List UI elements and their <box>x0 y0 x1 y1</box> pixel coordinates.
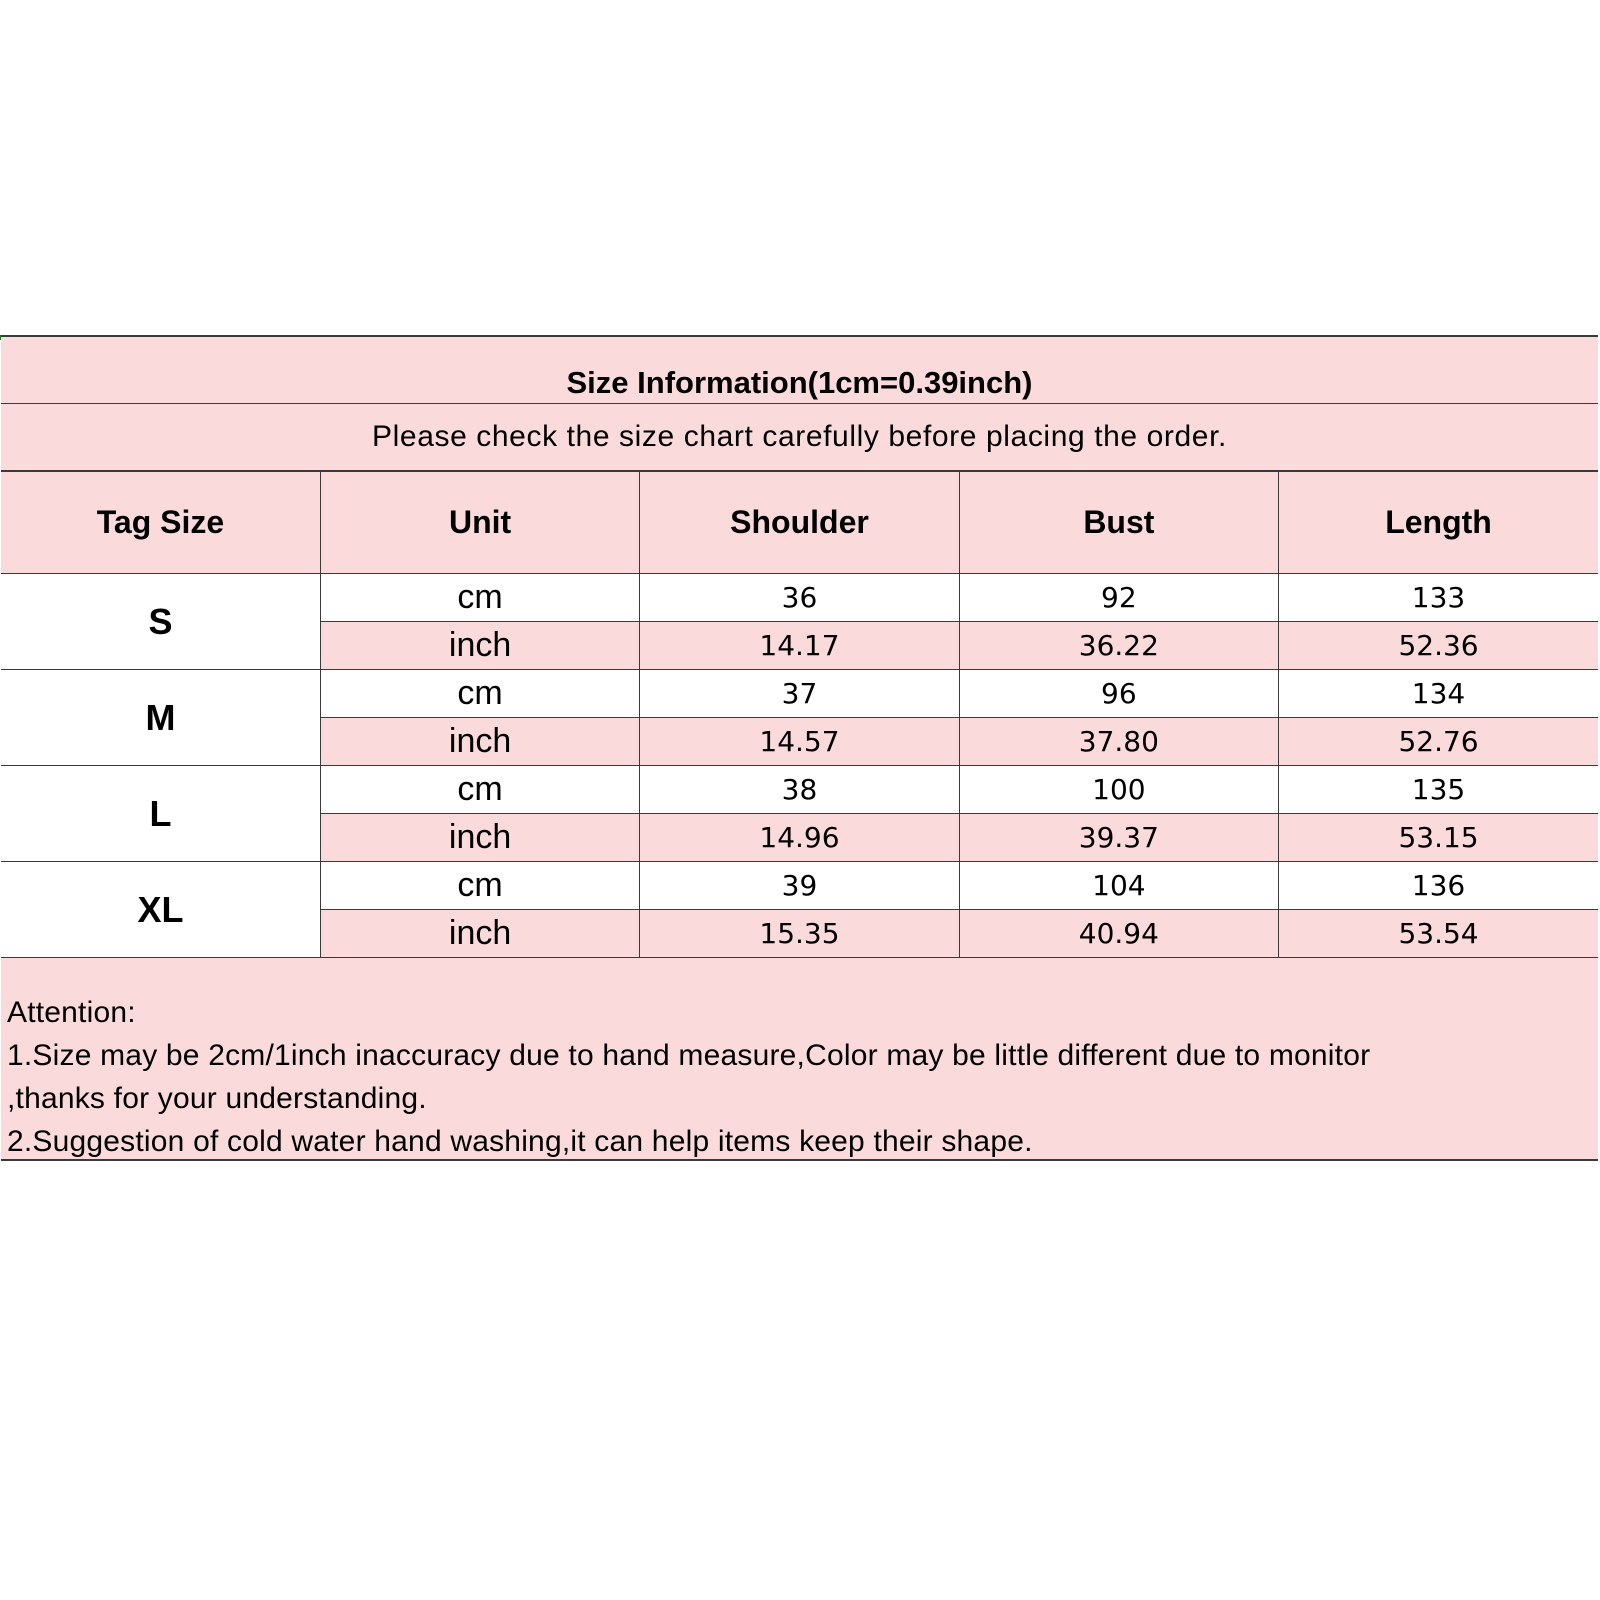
unit-cell: inch <box>320 814 639 862</box>
table-row <box>1 862 1598 910</box>
tag-size-cell: S <box>1 574 320 670</box>
bust-cell: 39.37 <box>959 814 1278 862</box>
bust-cell: 100 <box>959 766 1278 814</box>
size-chart <box>1 335 1598 1161</box>
bust-cell: 104 <box>959 862 1278 910</box>
attention-notes <box>7 991 1587 1163</box>
length-cell: 136 <box>1279 862 1598 910</box>
attention-line: ,thanks for your understanding. <box>7 1082 427 1115</box>
length-cell: 52.36 <box>1279 622 1598 670</box>
title-row <box>1 337 1598 404</box>
unit-cell: cm <box>320 574 639 622</box>
unit-cell: inch <box>320 910 639 958</box>
unit-cell: cm <box>320 670 639 718</box>
bust-cell: 36.22 <box>959 622 1278 670</box>
attention-heading: Attention: <box>7 996 136 1029</box>
chart-title: Size Information(1cm=0.39inch) <box>566 365 1033 400</box>
unit-cell: inch <box>320 622 639 670</box>
size-table <box>1 471 1598 958</box>
header-length: Length <box>1279 472 1598 574</box>
bust-cell: 40.94 <box>959 910 1278 958</box>
length-cell: 133 <box>1279 574 1598 622</box>
bust-cell: 92 <box>959 574 1278 622</box>
shoulder-cell: 38 <box>640 766 959 814</box>
table-row <box>1 670 1598 718</box>
notice-row <box>1 404 1598 471</box>
header-shoulder: Shoulder <box>640 472 959 574</box>
shoulder-cell: 37 <box>640 670 959 718</box>
shoulder-cell: 14.96 <box>640 814 959 862</box>
length-cell: 134 <box>1279 670 1598 718</box>
length-cell: 53.15 <box>1279 814 1598 862</box>
header-bust: Bust <box>959 472 1278 574</box>
bust-cell: 37.80 <box>959 718 1278 766</box>
shoulder-cell: 14.17 <box>640 622 959 670</box>
bust-cell: 96 <box>959 670 1278 718</box>
shoulder-cell: 15.35 <box>640 910 959 958</box>
tag-size-cell: XL <box>1 862 320 958</box>
tag-size-cell: M <box>1 670 320 766</box>
attention-line: 2.Suggestion of cold water hand washing,it can help items keep their shape. <box>7 1125 1033 1158</box>
table-row <box>1 766 1598 814</box>
shoulder-cell: 14.57 <box>640 718 959 766</box>
unit-cell: cm <box>320 862 639 910</box>
unit-cell: cm <box>320 766 639 814</box>
tag-size-cell: L <box>1 766 320 862</box>
attention-line: 1.Size may be 2cm/1inch inaccuracy due to hand measure,Color may be little different due to monitor <box>7 1039 1371 1072</box>
shoulder-cell: 39 <box>640 862 959 910</box>
length-cell: 135 <box>1279 766 1598 814</box>
order-notice: Please check the size chart carefully before placing the order. <box>372 420 1227 453</box>
header-row <box>1 472 1598 574</box>
shoulder-cell: 36 <box>640 574 959 622</box>
header-tag-size: Tag Size <box>1 472 320 574</box>
header-unit: Unit <box>320 472 639 574</box>
unit-cell: inch <box>320 718 639 766</box>
length-cell: 52.76 <box>1279 718 1598 766</box>
length-cell: 53.54 <box>1279 910 1598 958</box>
table-row <box>1 574 1598 622</box>
